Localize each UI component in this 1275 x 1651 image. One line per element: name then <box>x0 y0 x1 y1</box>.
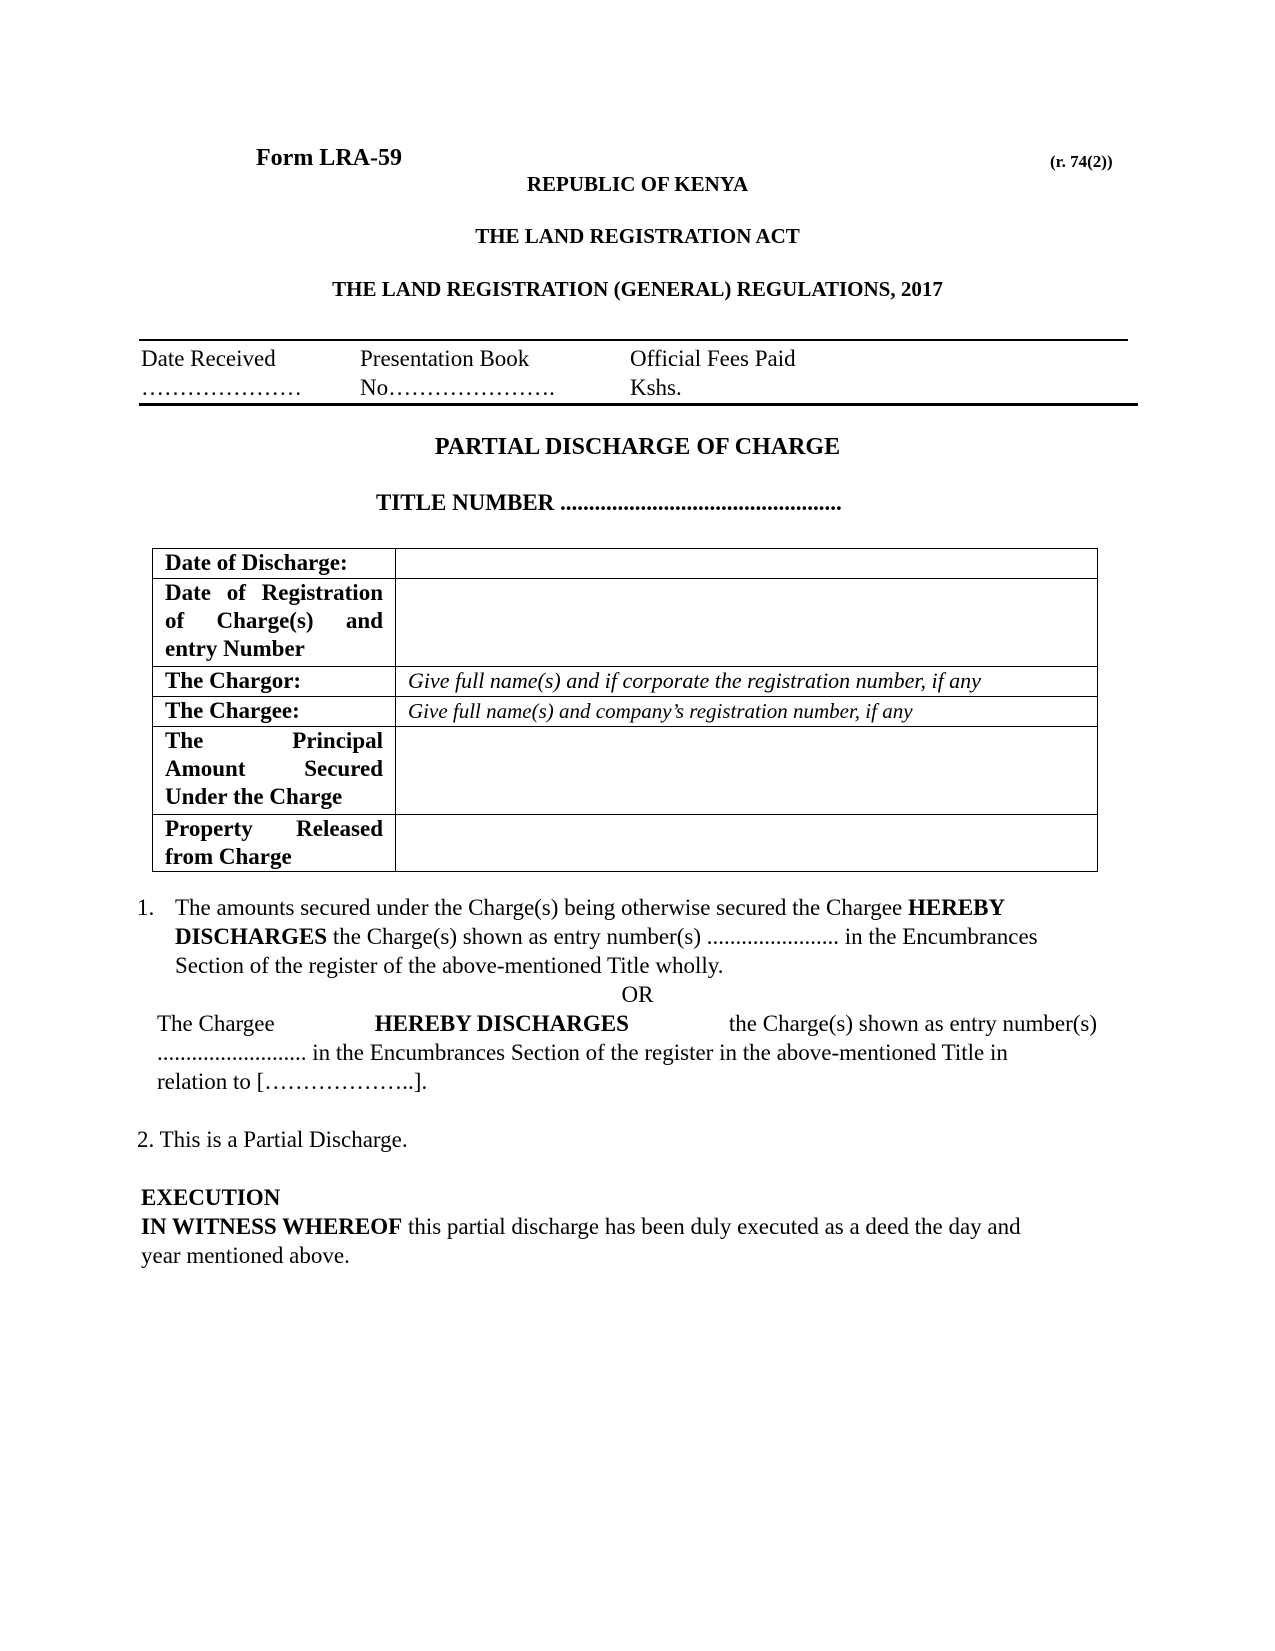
discharge-details-table <box>152 548 1098 872</box>
clause-bold: HEREBY DISCHARGES <box>374 1011 629 1036</box>
label-date-of-discharge: Date of Discharge: <box>153 549 396 579</box>
form-number: Form LRA-59 <box>256 145 402 171</box>
label-chargor: The Chargor: <box>153 667 396 697</box>
clause-text: The Chargee <box>157 1011 275 1036</box>
label-line: Amount Secured <box>165 756 383 781</box>
clause-text: the Charge(s) shown as entry number(s) <box>728 1011 1097 1036</box>
witness-text: this partial discharge has been duly executed as a deed the day and <box>407 1214 1021 1239</box>
field-property-released[interactable] <box>396 815 1098 872</box>
regulations-heading: THE LAND REGISTRATION (GENERAL) REGULATIONS, 2017 <box>332 277 943 301</box>
witness-bold: IN WITNESS WHEREOF <box>141 1214 403 1239</box>
field-principal-amount[interactable] <box>396 727 1098 815</box>
clause-bold: HEREBY <box>907 895 1006 920</box>
clause-1-line-1 <box>175 893 1005 922</box>
label-line: of Charge(s) and <box>165 608 383 633</box>
witness-line-2: year mentioned above. <box>141 1243 350 1268</box>
alt-clause-line-3: relation to [………………..]. <box>157 1069 428 1094</box>
clause-1-line-2 <box>175 922 1038 951</box>
label-line: from Charge <box>165 844 292 869</box>
table-row-date-of-discharge <box>153 549 1098 579</box>
witness-line-1 <box>141 1212 1021 1241</box>
execution-heading: EXECUTION <box>141 1185 281 1210</box>
label-date-of-registration <box>153 579 396 667</box>
rule-reference: (r. 74(2)) <box>1050 152 1113 171</box>
table-row-date-of-registration <box>153 579 1098 667</box>
label-chargee: The Chargee: <box>153 697 396 727</box>
document-title: PARTIAL DISCHARGE OF CHARGE <box>434 434 841 460</box>
divider-top <box>139 339 1128 341</box>
clause-1-line-3: Section of the register of the above-mentioned Title wholly. <box>175 953 724 978</box>
label-line: entry Number <box>165 636 305 661</box>
alt-clause-line-1 <box>157 1009 1097 1038</box>
date-received-label: Date Received <box>141 346 276 371</box>
presentation-book-field[interactable]: No…………………. <box>360 375 555 400</box>
table-row-principal-amount <box>153 727 1098 815</box>
field-chargee[interactable]: Give full name(s) and company’s registration number, if any <box>396 697 1098 727</box>
country-heading: REPUBLIC OF KENYA <box>526 172 749 196</box>
table-row-chargor <box>153 667 1098 697</box>
label-line: Property Released <box>165 816 383 841</box>
date-received-field[interactable]: ………………… <box>141 375 302 400</box>
fees-field[interactable]: Kshs. <box>630 375 682 400</box>
clause-1-number: 1. <box>137 895 155 920</box>
label-principal-amount <box>153 727 396 815</box>
fees-label: Official Fees Paid <box>630 346 796 371</box>
field-chargor[interactable]: Give full name(s) and if corporate the registration number, if any <box>396 667 1098 697</box>
field-date-of-registration[interactable] <box>396 579 1098 667</box>
label-line: The Principal <box>165 728 383 753</box>
presentation-book-label: Presentation Book <box>360 346 530 371</box>
label-line: Date of Registration <box>165 580 383 605</box>
or-separator: OR <box>621 982 654 1007</box>
clause-bold: DISCHARGES <box>175 924 328 949</box>
act-heading: THE LAND REGISTRATION ACT <box>475 224 800 248</box>
clause-text: the Charge(s) shown as entry number(s) ....................... in the Encumbrances <box>332 924 1038 949</box>
divider-bottom <box>139 403 1138 406</box>
alt-clause-line-2: .......................... in the Encumbrances Section of the register in the above-mentioned Title in <box>157 1040 1008 1065</box>
field-date-of-discharge[interactable] <box>396 549 1098 579</box>
clause-2: 2. This is a Partial Discharge. <box>137 1127 408 1152</box>
table-row-property-released <box>153 815 1098 872</box>
clause-text: The amounts secured under the Charge(s) being otherwise secured the Chargee <box>175 895 903 920</box>
label-line: Under the Charge <box>165 784 343 809</box>
label-property-released <box>153 815 396 872</box>
table-row-chargee <box>153 697 1098 727</box>
title-number-field[interactable]: TITLE NUMBER ................................................. <box>376 490 842 515</box>
